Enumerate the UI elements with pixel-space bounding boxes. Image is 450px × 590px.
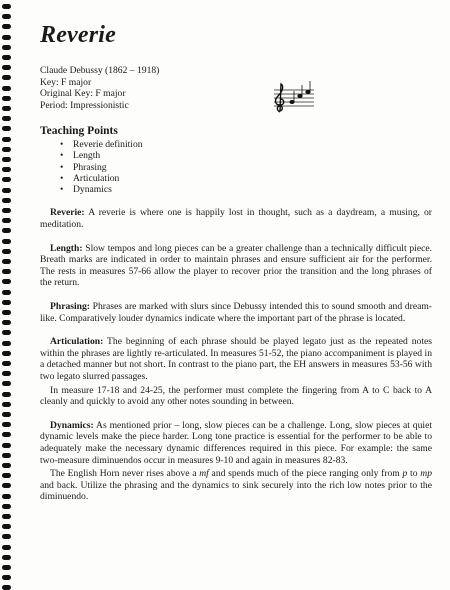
- dynamics-label: Dynamics:: [50, 419, 94, 431]
- articulation-label: Articulation:: [50, 336, 104, 348]
- dynamic-mark-mp: mp: [420, 468, 432, 480]
- binding-ring: [2, 65, 11, 70]
- phrasing-label: Phrasing:: [50, 301, 90, 313]
- binding-ring: [2, 126, 11, 131]
- binding-ring: [2, 106, 11, 111]
- binding-ring: [2, 483, 11, 488]
- binding-ring: [2, 524, 11, 529]
- list-item: • Articulation: [73, 173, 432, 184]
- binding-ring: [2, 249, 11, 254]
- binding-ring: [2, 341, 11, 346]
- binding-ring: [2, 453, 11, 458]
- teaching-points-heading: Teaching Points: [40, 125, 118, 137]
- binding-ring: [2, 75, 11, 80]
- list-item: • Phrasing: [73, 162, 432, 173]
- binding-ring: [2, 534, 11, 539]
- key-line: Key: F major: [40, 76, 92, 88]
- binding-ring: [2, 443, 11, 448]
- page-title: Reverie: [40, 22, 117, 48]
- composer-line: Claude Debussy (1862 – 1918): [40, 65, 160, 76]
- binding-ring: [2, 208, 11, 213]
- binding-ring: [2, 157, 11, 162]
- binding-ring: [2, 555, 11, 560]
- phrasing-text: Phrases are marked with slurs since Debussy intended this to sound smooth and dream-like. Comparatively louder dynamics indicate where the important part of the phrase is located.: [40, 301, 432, 324]
- binding-ring: [2, 259, 11, 264]
- binding-ring: [2, 473, 11, 478]
- binding-ring: [2, 188, 11, 193]
- binding-ring: [2, 463, 11, 468]
- articulation-paragraph-2: In measure 17-18 and 24-25, the performer must complete the fingering from A to C back to A cleanly and quickly to avoid any other notes sounding in between.: [40, 384, 432, 408]
- binding-ring: [2, 228, 11, 233]
- binding-ring: [2, 167, 11, 172]
- binding-ring: [2, 371, 11, 376]
- reverie-paragraph: [40, 207, 432, 230]
- binding-ring: [2, 14, 11, 19]
- binding-ring: [2, 86, 11, 91]
- document-page: [40, 22, 432, 503]
- dynamics-text: As mentioned prior – long, slow pieces can be a challenge. Long, slow pieces at quiet dynamic levels make the piece harder. Long tone practice is essential for the performer to be able to adequately make the necessary dynamic differences required in this piece. For example: the same two-measure diminuendos occur in measures 9-10 and again in measures 82-83.: [40, 419, 432, 466]
- binding-ring: [2, 116, 11, 121]
- binding-ring: [2, 310, 11, 315]
- period-line: Period: Impressionistic: [40, 99, 129, 111]
- binding-ring: [2, 402, 11, 407]
- binding-ring: [2, 290, 11, 295]
- binding-ring: [2, 300, 11, 305]
- binding-ring: [2, 320, 11, 325]
- teaching-points-list: [40, 139, 432, 195]
- binding-ring: [2, 432, 11, 437]
- binding-ring: [2, 279, 11, 284]
- treble-clef-icon: [270, 80, 316, 116]
- binding-ring: [2, 4, 11, 9]
- binding-ring: [2, 412, 11, 417]
- binding-ring: [2, 330, 11, 335]
- dynamic-mark-mf: mf: [199, 468, 209, 480]
- binding-ring: [2, 381, 11, 386]
- binding-ring: [2, 585, 11, 590]
- articulation-text: The beginning of each phrase should be played legato just as the repeated notes within the phrases are lightly re-articulated. In measures 51-52, the piano accompaniment is played in a detached manner but not short. In contrast to the piano part, the EH answers in measures 53-56 with two legato slurred passages.: [40, 336, 432, 383]
- binding-ring: [2, 55, 11, 60]
- reverie-text: A reverie is where one is happily lost in thought, such as a daydream, a musing, or meditation.: [40, 207, 432, 231]
- dynamic-mark-p: p: [402, 468, 408, 480]
- dynamics-text-c: to: [407, 468, 421, 480]
- binding-ring: [2, 494, 11, 499]
- binding-ring: [2, 565, 11, 570]
- binding-ring: [2, 45, 11, 50]
- binding-ring: [2, 239, 11, 244]
- binding-ring: [2, 218, 11, 223]
- phrasing-paragraph: [40, 301, 432, 324]
- binding-ring: [2, 137, 11, 142]
- dynamics-text-b: and spends much of the piece ranging only from: [208, 468, 403, 480]
- binding-ring: [2, 575, 11, 580]
- binding-ring: [2, 514, 11, 519]
- length-label: Length:: [50, 242, 83, 254]
- binding-ring: [2, 177, 11, 182]
- list-item: • Dynamics: [73, 184, 432, 195]
- binding-ring: [2, 269, 11, 274]
- binding-ring: [2, 361, 11, 366]
- length-text: Slow tempos and long pieces can be a greater challenge than a technically difficult piece. Breath marks are indicated in order to maintain phrases and ensure sufficient air for the performer. The rests in measures 57-66 allow the player to recover prior the transition and the long phrases of the return.: [40, 242, 432, 289]
- piece-info: [40, 65, 432, 111]
- binding-ring: [2, 392, 11, 397]
- dynamics-paragraph-2: [40, 468, 432, 503]
- list-item: • Reverie definition: [73, 139, 432, 150]
- binding-ring: [2, 198, 11, 203]
- length-paragraph: [40, 243, 432, 289]
- spiral-binding: [0, 0, 14, 586]
- binding-ring: [2, 422, 11, 427]
- dynamics-text-d: and back. Utilize the phrasing and the dynamics to sink securely into the rich low notes prior to the diminuendo.: [40, 479, 432, 503]
- list-item: • Length: [73, 150, 432, 161]
- binding-ring: [2, 35, 11, 40]
- binding-ring: [2, 96, 11, 101]
- original-key-line: Original Key: F major: [40, 88, 126, 99]
- binding-ring: [2, 147, 11, 152]
- dynamics-paragraph: [40, 420, 432, 466]
- dynamics-text-a: The English Horn never rises above a: [50, 468, 200, 480]
- binding-ring: [2, 24, 11, 29]
- articulation-paragraph: [40, 336, 432, 382]
- binding-ring: [2, 351, 11, 356]
- reverie-label: Reverie:: [50, 207, 85, 219]
- binding-ring: [2, 504, 11, 509]
- binding-ring: [2, 545, 11, 550]
